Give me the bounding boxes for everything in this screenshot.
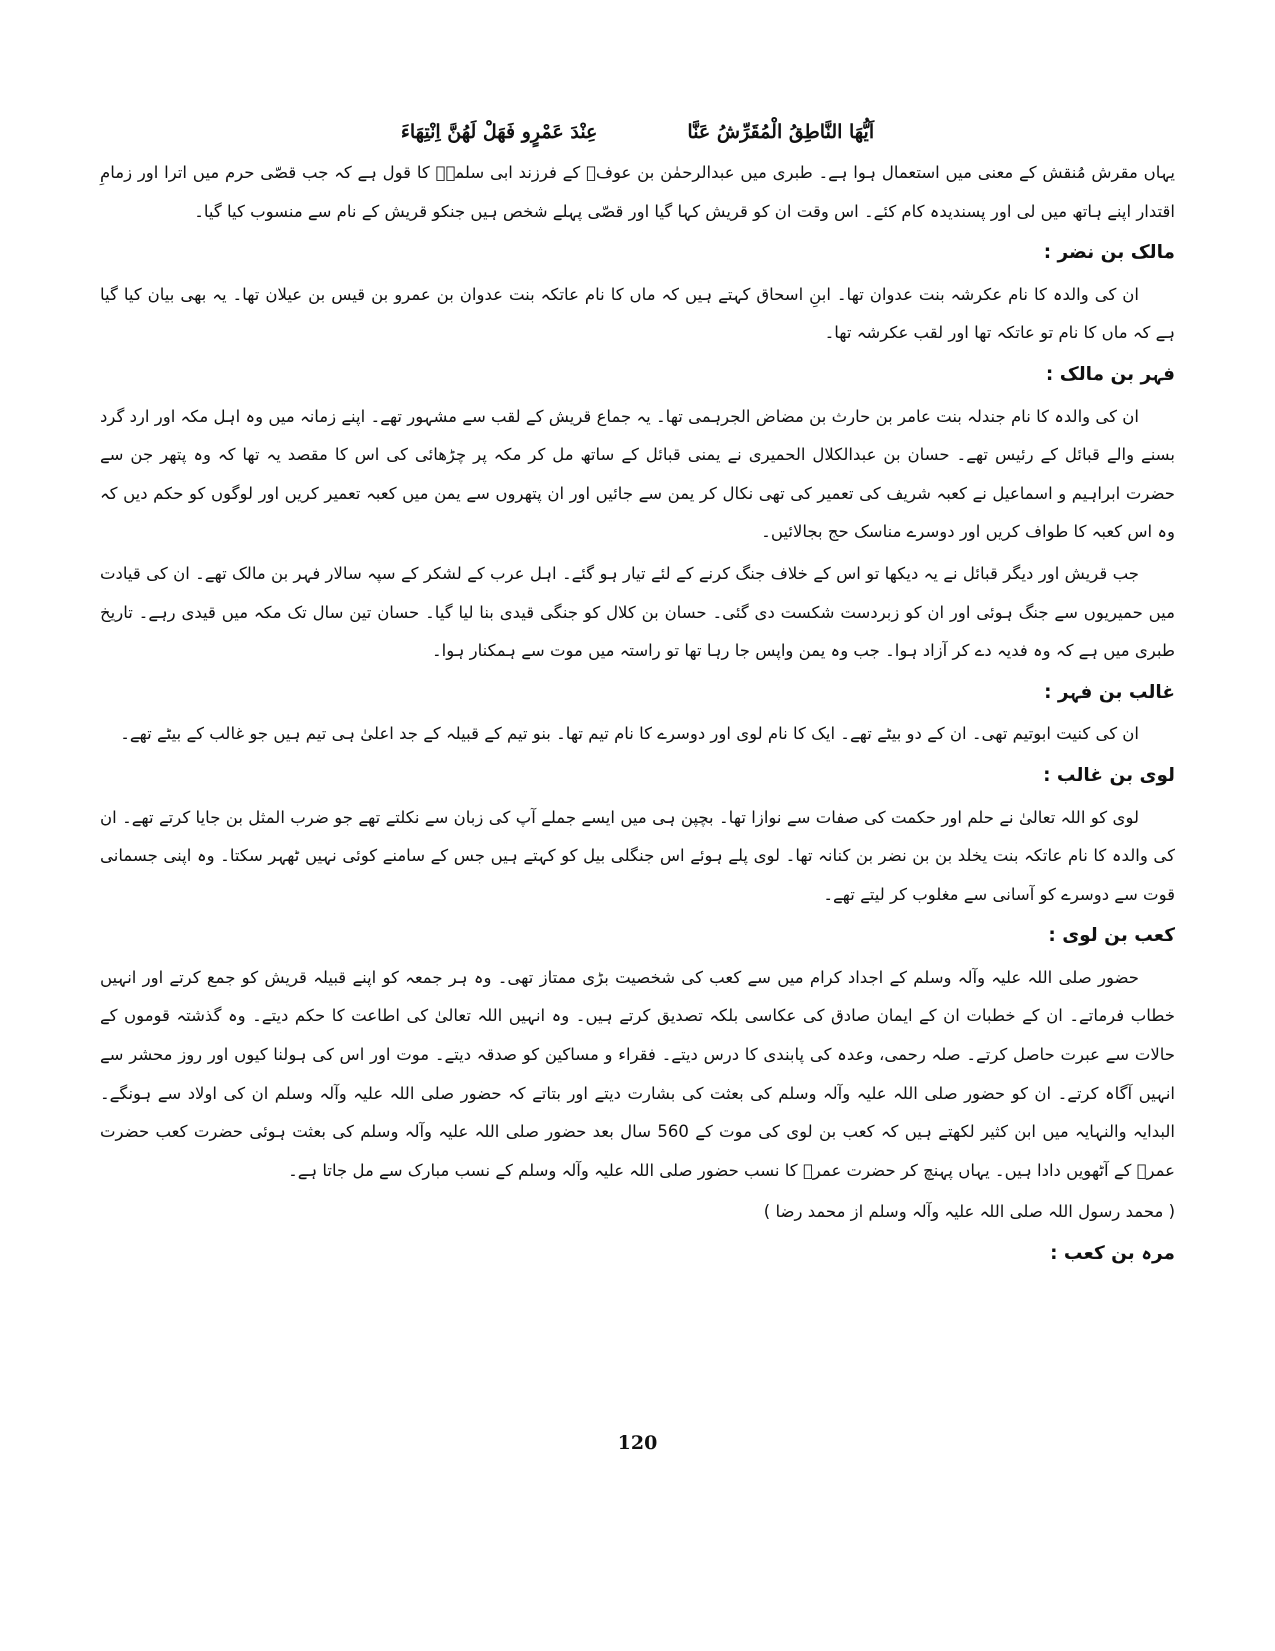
section-heading: لوی بن غالب : <box>1043 764 1175 786</box>
section-heading: مالک بن نضر : <box>1043 242 1175 264</box>
paragraph: یہاں مقرش مُنقش کے معنی میں استعمال ہوا ہے۔ طبری میں عبدالرحمٰن بن عوفؓ کے فرزند ابی سلمہؓ کا قول ہے کہ جب قصّی حرم میں اترا اور زمامِ اقتدار اپنے ہاتھ میں لی اور پسندیدہ کام کئے۔ اس وقت ان کو قریش کہا گیا اور قصّی پہلے شخص ہیں جنکو قریش کے نام سے منسوب کیا گیا۔ <box>100 163 1175 221</box>
section-heading: فہر بن مالک : <box>1045 363 1175 385</box>
section-heading: مرہ بن کعب : <box>1050 1243 1175 1265</box>
paragraph: حضور صلی اللہ علیہ وآلہ وسلم کے اجداد کرام میں سے کعب کی شخصیت بڑی ممتاز تھی۔ وہ ہر جمعہ کو اپنے قبیلہ قریش کو جمع کرتے اور انہیں خطاب فرماتے۔ ان کے خطبات ان کے ایمان صادق کی عکاسی بلکہ تصدیق کرتے ہیں۔ وہ انہیں اللہ تعالیٰ کی اطاعت کا حکم دیتے۔ وہ گذشتہ قوموں کے حالات سے عبرت حاصل کرتے۔ صلہ رحمی، وعدہ کی پابندی کا درس دیتے۔ فقراء و مساکین کو صدقہ دیتے۔ موت اور اس کی ہولنا کیوں اور روز محشر سے انہیں آگاہ کرتے۔ ان کو حضور صلی اللہ علیہ وآلہ وسلم کی بعثت کی بشارت دیتے اور بتاتے کہ حضور صلی اللہ علیہ وآلہ وسلم ان کی اولاد سے ہونگے۔ البدایہ والنہایہ میں ابن کثیر لکھتے ہیں کہ کعب بن لوی کی موت کے 560 سال بعد حضور صلی اللہ علیہ وآلہ وسلم کی بعثت ہوئی حضرت کعب حضرت عمرؓ کے آٹھویں دادا ہیں۔ یہاں پہنچ کر حضرت عمرؓ کا نسب حضور صلی اللہ علیہ وآلہ وسلم کے نسب مبارک سے مل جاتا ہے۔ <box>100 967 1175 1180</box>
paragraph: لوی کو اللہ تعالیٰ نے حلم اور حکمت کی صفات سے نوازا تھا۔ بچپن ہی میں ایسے جملے آپ کی زبان سے نکلتے تھے جو ضرب المثل بن جایا کرتے تھے۔ ان کی والدہ کا نام عاتکہ بنت یخلد بن بن نضر بن کنانہ تھا۔ لوی پلے ہوئے اس جنگلی بیل کو کہتے ہیں جس کے سامنے کوئی نہیں ٹھہر سکتا۔ وہ اپنی جسمانی قوت سے دوسرے کو آسانی سے مغلوب کر لیتے تھے۔ <box>100 807 1175 904</box>
paragraph: ( محمد رسول اللہ صلی اللہ علیہ وآلہ وسلم از محمد رضا ) <box>763 1202 1175 1222</box>
paragraph: ان کی والدہ کا نام جندلہ بنت عامر بن حارث بن مضاض الجرہمی تھا۔ یہ جماع قریش کے لقب سے مشہور تھے۔ اپنے زمانہ میں وہ اہل مکہ اور ارد گرد بسنے والے قبائل کے رئیس تھے۔ حسان بن عبدالکلال الحمیری نے یمنی قبائل کے ساتھ مل کر مکہ پر چڑھائی کی اس کا مقصد یہ تھا کہ وہ پتھر جن سے حضرت ابراہیم و اسماعیل نے کعبہ شریف کی تعمیر کی تھی نکال کر یمن سے جائیں اور ان پتھروں سے یمن میں کعبہ تعمیر کریں اور لوگوں کو حکم دیں کہ وہ اس کعبہ کا طواف کریں اور دوسرے مناسک حج بجالائیں۔ <box>100 406 1175 542</box>
paragraph: ان کی کنیت ابوتیم تھی۔ ان کے دو بیٹے تھے۔ ایک کا نام لوی اور دوسرے کا نام تیم تھا۔ بنو تیم کے قبیلہ کے جد اعلیٰ ہی تیم ہیں جو غالب کے بیٹے تھے۔ <box>120 724 1139 744</box>
section-heading: غالب بن فہر : <box>1044 681 1175 703</box>
verse-first-hemistich: اَیُّھَا النَّاطِقُ الْمُقَرِّشُ عَنَّا <box>687 121 875 143</box>
section-heading: کعب بن لوی : <box>1048 925 1175 947</box>
verse-second-hemistich: عِنْدَ عَمْرٍو فَھَلْ لَھُنَّ اِنْتِھَاءَ <box>400 121 598 143</box>
document-body <box>100 154 1175 1274</box>
arabic-verse <box>100 114 1175 150</box>
page-number: 120 <box>617 1432 658 1454</box>
paragraph: جب قریش اور دیگر قبائل نے یہ دیکھا تو اس کے خلاف جنگ کرنے کے لئے تیار ہو گئے۔ اہل عرب کے لشکر کے سپہ سالار فہر بن مالک تھے۔ ان کی قیادت میں حمیریوں سے جنگ ہوئی اور ان کو زبردست شکست دی گئی۔ حسان بن کلال کو جنگی قیدی بنا لیا گیا۔ حسان تین سال تک مکہ میں قیدی رہے۔ تاریخ طبری میں ہے کہ وہ فدیہ دے کر آزاد ہوا۔ جب وہ یمن واپس جا رہا تھا تو راستہ میں موت سے ہمکنار ہوا۔ <box>100 563 1175 661</box>
paragraph: ان کی والدہ کا نام عکرشہ بنت عدوان تھا۔ ابنِ اسحاق کہتے ہیں کہ ماں کا نام عاتکہ بنت عدوان بن عمرو بن قیس بن عیلان تھا۔ یہ بھی بیان کیا گیا ہے کہ ماں کا نام تو عاتکہ تھا اور لقب عکرشہ تھا۔ <box>100 284 1175 343</box>
